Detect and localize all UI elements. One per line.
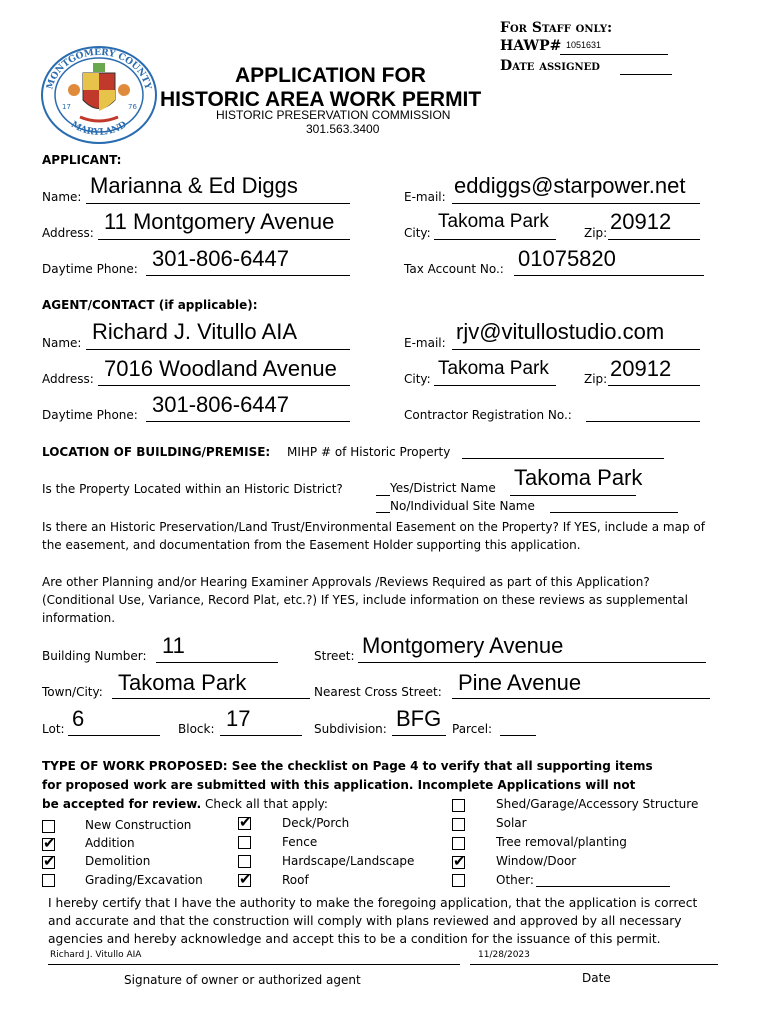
- checkbox-fence[interactable]: [238, 836, 251, 849]
- check-icon: ✔: [239, 870, 252, 888]
- checkbox-tree-removal[interactable]: [452, 837, 465, 850]
- applicant-address-label: Address:: [42, 226, 94, 240]
- block-field[interactable]: 17: [226, 706, 251, 731]
- mihp-label: MIHP # of Historic Property: [287, 445, 451, 459]
- svg-text:MONTGOMERY COUNTY: [45, 48, 152, 91]
- agent-name-field[interactable]: Richard J. Vitullo AIA: [92, 319, 298, 344]
- street-field[interactable]: Montgomery Avenue: [362, 633, 564, 658]
- yes-blank[interactable]: [376, 495, 390, 496]
- applicant-name-label: Name:: [42, 190, 82, 204]
- applicant-email-field[interactable]: eddiggs@starpower.net: [454, 173, 686, 198]
- form-title-line2: HISTORIC AREA WORK PERMIT: [160, 88, 482, 111]
- individual-site-field[interactable]: [550, 512, 678, 513]
- seal-year-left: 17: [62, 103, 71, 111]
- checkbox-addition[interactable]: [42, 834, 56, 852]
- form-title-line1: APPLICATION FOR: [235, 64, 426, 87]
- agent-zip-field[interactable]: 20912: [610, 356, 672, 381]
- applicant-zip-label: Zip:: [584, 226, 608, 240]
- check-icon: ✔: [43, 852, 56, 870]
- mihp-field[interactable]: [462, 458, 664, 459]
- staff-only-label: For Staff only:: [500, 20, 613, 36]
- type-of-work-instruction-2: for proposed work are submitted with this application. Incomplete Applications will not: [42, 778, 636, 792]
- no-individual-site-label: No/Individual Site Name: [390, 499, 535, 513]
- label-demolition: Demolition: [85, 854, 151, 868]
- nearest-cross-street-label: Nearest Cross Street:: [314, 685, 442, 699]
- signature-line: [48, 964, 460, 965]
- applicant-heading: APPLICANT:: [42, 153, 122, 167]
- contractor-reg-label: Contractor Registration No.:: [404, 408, 572, 422]
- parcel-label: Parcel:: [452, 722, 493, 736]
- applicant-city-field[interactable]: Takoma Park: [438, 211, 549, 232]
- label-addition: Addition: [85, 836, 135, 850]
- lot-field[interactable]: 6: [72, 706, 85, 731]
- agent-address-field[interactable]: 7016 Woodland Avenue: [104, 356, 337, 381]
- label-tree-removal: Tree removal/planting: [496, 835, 627, 849]
- agent-city-field[interactable]: Takoma Park: [438, 358, 549, 379]
- building-number-field[interactable]: 11: [162, 633, 185, 658]
- label-hardscape-landscape: Hardscape/Landscape: [282, 854, 415, 868]
- tax-account-field[interactable]: 01075820: [518, 246, 616, 271]
- date-label: Date: [582, 971, 611, 985]
- check-icon: ✔: [239, 813, 252, 831]
- yes-district-label: Yes/District Name: [390, 481, 496, 495]
- applicant-phone-field[interactable]: 301-806-6447: [152, 246, 290, 271]
- date-assigned-label: Date assigned: [500, 58, 600, 74]
- applicant-email-label: E-mail:: [404, 190, 446, 204]
- label-fence: Fence: [282, 835, 318, 849]
- easement-question: Is there an Historic Preservation/Land Trust/Environmental Easement on the Property? If YES, include a map of the easement, and documentation from the Easement Holder supporting this application.: [42, 520, 705, 552]
- applicant-phone-label: Daytime Phone:: [42, 262, 138, 276]
- historic-district-question: Is the Property Located within an Historic District?: [42, 482, 343, 496]
- tax-account-label: Tax Account No.:: [404, 262, 504, 276]
- signer-name[interactable]: Richard J. Vitullo AIA: [50, 950, 142, 960]
- applicant-name-field[interactable]: Marianna & Ed Diggs: [90, 173, 298, 198]
- commission-name: HISTORIC PRESERVATION COMMISSION: [216, 108, 451, 122]
- date-line: [470, 964, 718, 965]
- agent-city-label: City:: [404, 372, 431, 386]
- subdivision-label: Subdivision:: [314, 722, 387, 736]
- seal-top-text: MONTGOMERY COUNTY: [45, 47, 153, 91]
- svg-text:MARYLAND: [69, 120, 129, 138]
- checkbox-solar[interactable]: [452, 818, 465, 831]
- checkbox-grading-excavation[interactable]: [42, 874, 55, 887]
- town-city-field[interactable]: Takoma Park: [118, 670, 247, 695]
- signature-label: Signature of owner or authorized agent: [124, 973, 361, 987]
- agent-address-label: Address:: [42, 372, 94, 386]
- county-seal: [40, 45, 158, 145]
- contractor-reg-field[interactable]: [586, 421, 700, 422]
- building-number-label: Building Number:: [42, 649, 147, 663]
- label-deck-porch: Deck/Porch: [282, 816, 350, 830]
- town-city-label: Town/City:: [42, 685, 103, 699]
- district-name-field[interactable]: Takoma Park: [514, 465, 643, 490]
- signature-date[interactable]: 11/28/2023: [478, 950, 530, 960]
- agent-name-label: Name:: [42, 336, 82, 350]
- parcel-field[interactable]: [500, 735, 536, 736]
- label-other: Other:: [496, 873, 534, 887]
- checkbox-hardscape-landscape[interactable]: [238, 855, 251, 868]
- applicant-zip-field[interactable]: 20912: [610, 209, 672, 234]
- seal-bottom-text: MARYLAND: [69, 119, 129, 138]
- agent-zip-label: Zip:: [584, 372, 608, 386]
- label-solar: Solar: [496, 816, 527, 830]
- checkbox-deck-porch[interactable]: [238, 813, 252, 831]
- check-all-that-apply: Check all that apply:: [201, 797, 328, 811]
- label-new-construction: New Construction: [85, 818, 192, 832]
- agent-email-field[interactable]: rjv@vitullostudio.com: [456, 319, 665, 344]
- label-shed-garage: Shed/Garage/Accessory Structure: [496, 797, 699, 811]
- other-field[interactable]: [536, 886, 670, 887]
- agent-email-label: E-mail:: [404, 336, 446, 350]
- applicant-city-label: City:: [404, 226, 431, 240]
- checkbox-shed-garage[interactable]: [452, 799, 465, 812]
- nearest-cross-street-field[interactable]: Pine Avenue: [458, 670, 582, 695]
- hawp-value[interactable]: 1051631: [566, 40, 602, 50]
- block-label: Block:: [178, 722, 215, 736]
- checkbox-demolition[interactable]: [42, 852, 56, 870]
- label-roof: Roof: [282, 873, 309, 887]
- checkbox-new-construction[interactable]: [42, 820, 55, 833]
- type-of-work-heading: TYPE OF WORK PROPOSED:: [42, 759, 228, 773]
- label-window-door: Window/Door: [496, 854, 577, 868]
- commission-phone: 301.563.3400: [306, 122, 380, 136]
- approvals-question: Are other Planning and/or Hearing Examiner Approvals /Reviews Required as part of this Application? (Conditional Use, Variance, Record Plat, etc.?) If YES, include information on these reviews as supplemental information.: [42, 575, 688, 625]
- certification-text: I hereby certify that I have the authority to make the foregoing application, that the application is correct and accurate and that the construction will comply with plans reviewed and approved by all necessary agencies and hereby acknowledge and accept this to be a condition for the issuance of this permit.: [48, 896, 698, 946]
- seal-year-right: 76: [128, 103, 137, 111]
- agent-heading: AGENT/CONTACT (if applicable):: [42, 298, 258, 312]
- check-icon: ✔: [453, 852, 466, 870]
- applicant-address-field[interactable]: 11 Montgomery Avenue: [104, 209, 335, 234]
- subdivision-field[interactable]: BFG: [396, 706, 442, 731]
- location-heading: LOCATION OF BUILDING/PREMISE:: [42, 445, 271, 459]
- type-of-work-instruction-1: See the checklist on Page 4 to verify that all supporting items: [231, 759, 653, 773]
- checkbox-roof[interactable]: [238, 870, 252, 888]
- check-icon: ✔: [43, 834, 56, 852]
- lot-label: Lot:: [42, 722, 65, 736]
- type-of-work-instruction-3: be accepted for review.: [42, 797, 202, 811]
- street-label: Street:: [314, 649, 355, 663]
- label-grading-excavation: Grading/Excavation: [85, 873, 203, 887]
- agent-phone-field[interactable]: 301-806-6447: [152, 392, 290, 417]
- no-blank[interactable]: [376, 512, 390, 513]
- checkbox-other[interactable]: [452, 874, 465, 887]
- checkbox-window-door[interactable]: [452, 852, 466, 870]
- agent-phone-label: Daytime Phone:: [42, 408, 138, 422]
- hawp-label: HAWP#: [500, 38, 562, 54]
